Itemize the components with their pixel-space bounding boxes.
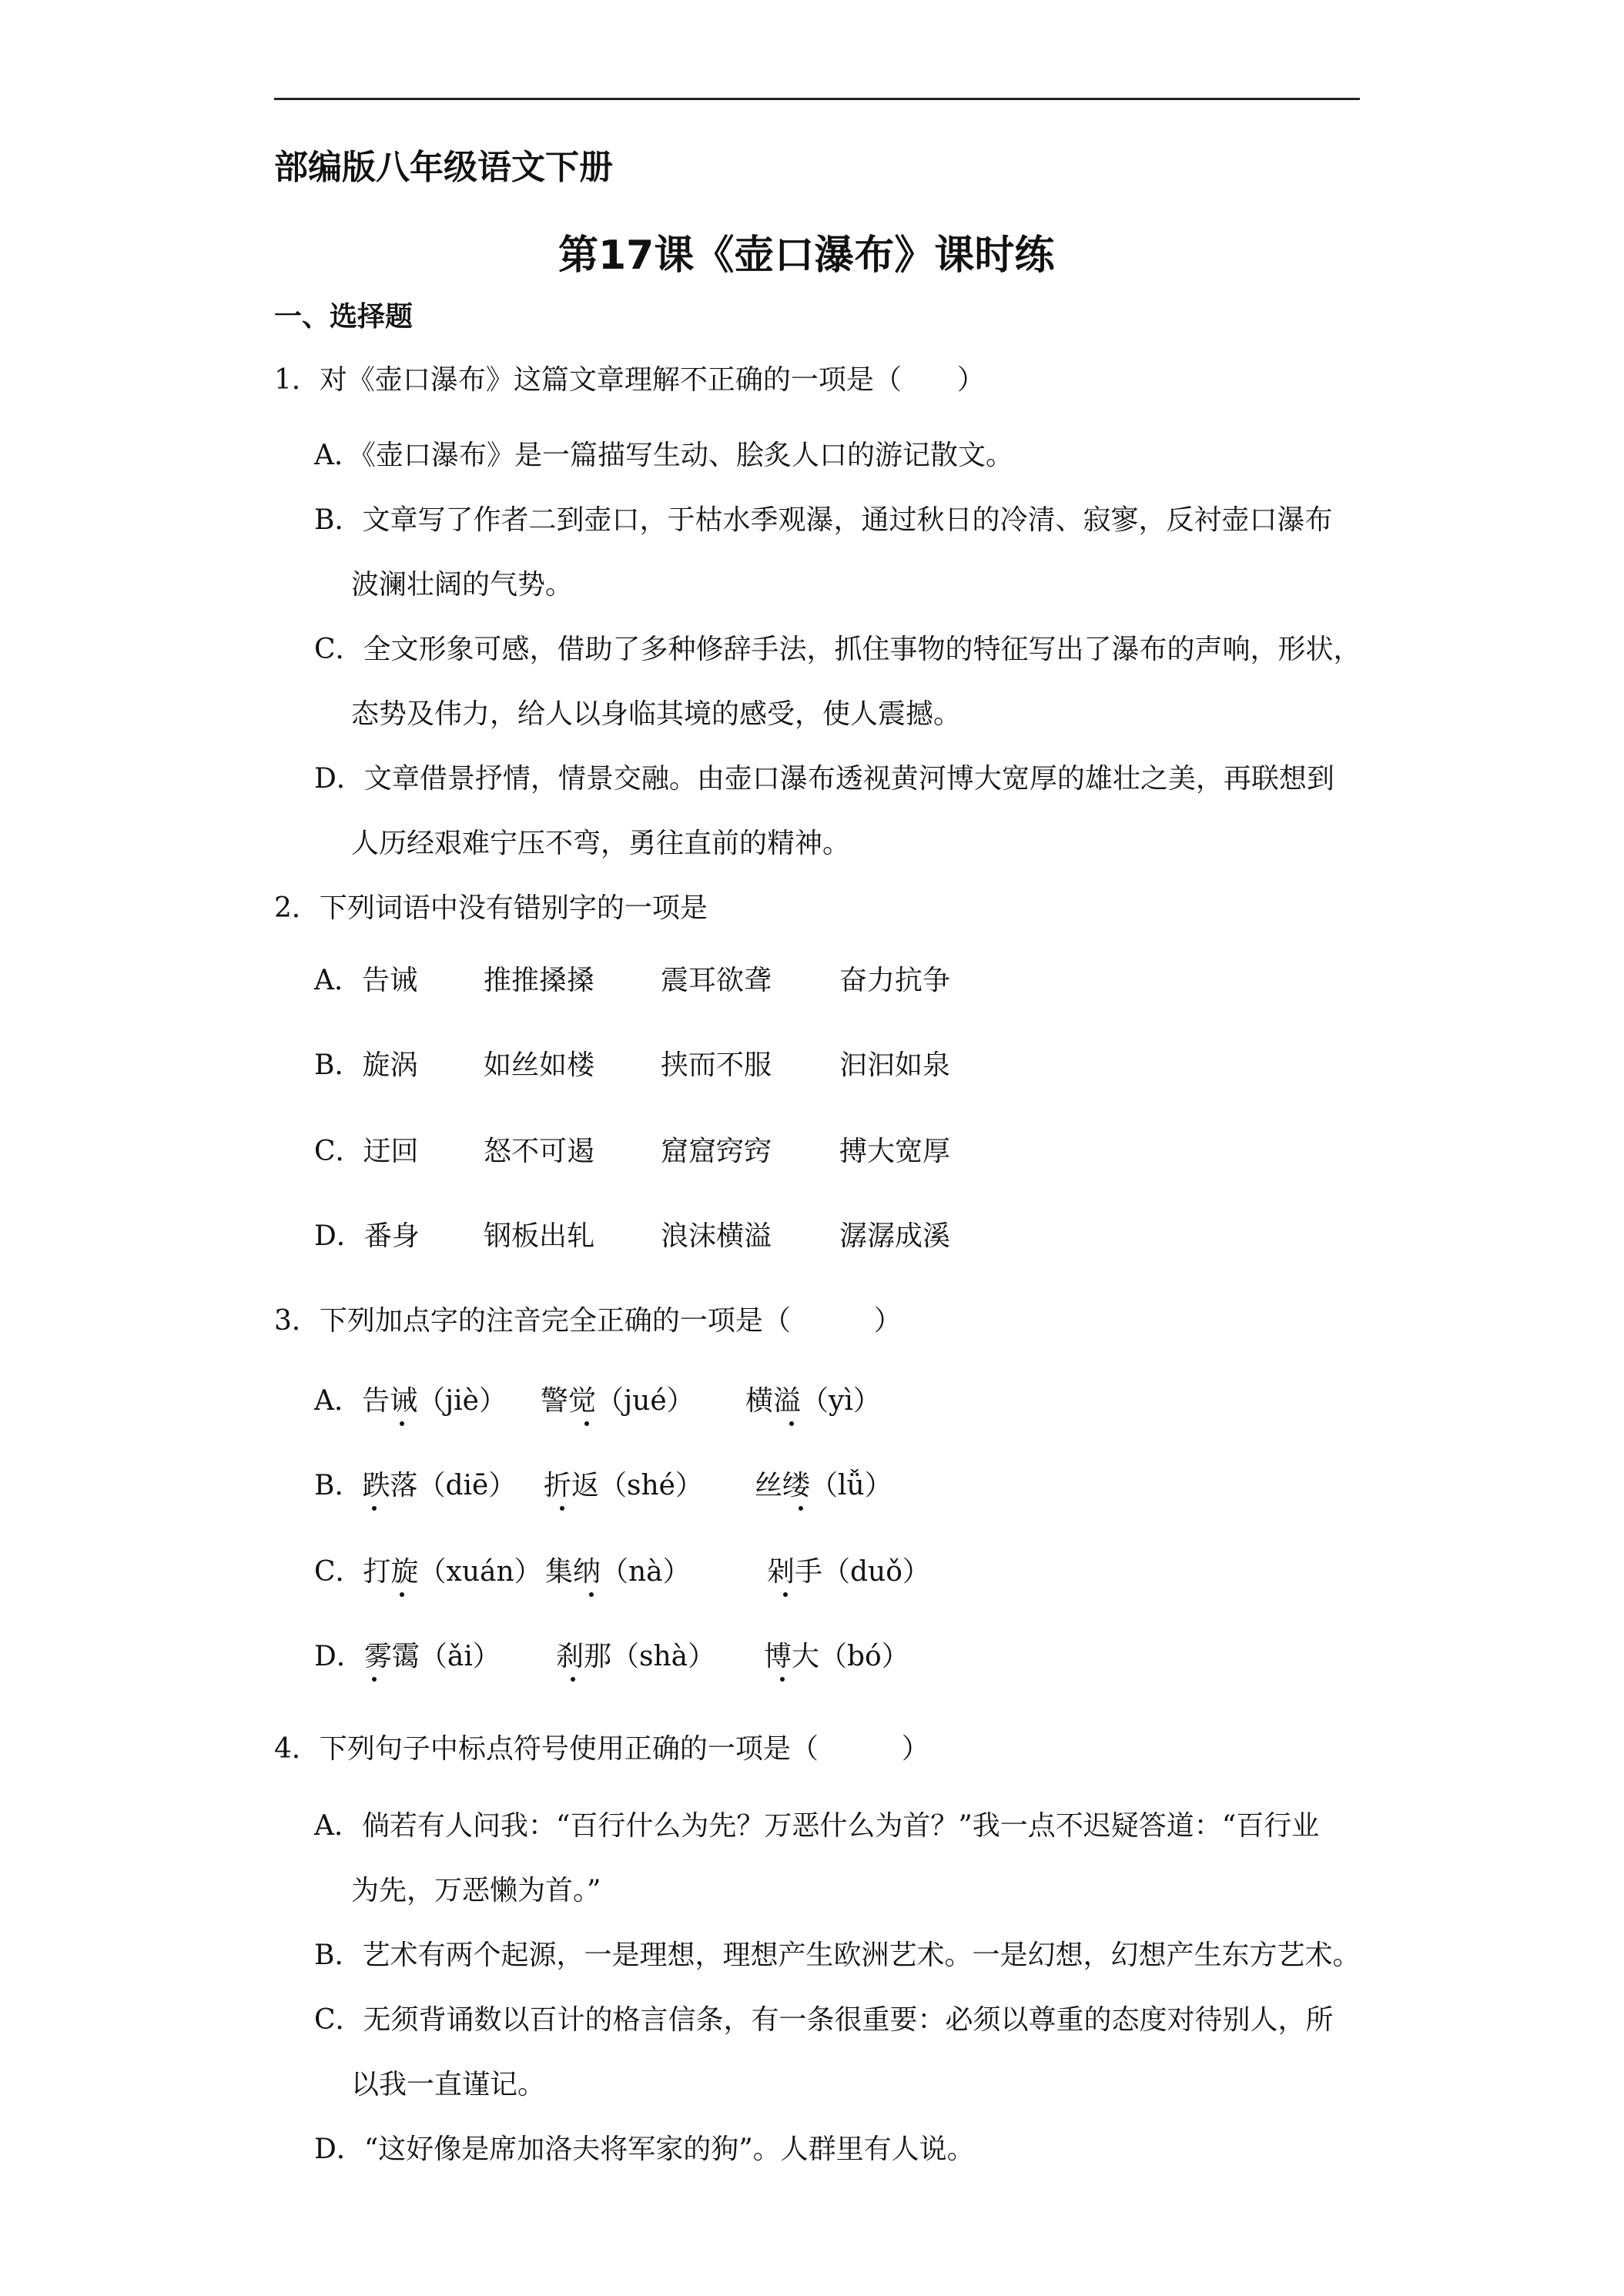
q3-item: 丝缕（lǚ） bbox=[755, 1470, 892, 1501]
q2-option-label: B．旋涡 bbox=[314, 1049, 418, 1081]
q2-word: 搏大宽厚 bbox=[839, 1136, 951, 1167]
emphasis-dot bbox=[783, 1592, 788, 1597]
header-rule bbox=[274, 98, 1360, 100]
q1-option-c: C．全文形象可感，借助了多种修辞手法，抓住事物的特征写出了瀑布的声响，形状， bbox=[314, 634, 1361, 665]
series-title: 部编版八年级语文下册 bbox=[274, 148, 613, 187]
q2-word: 如丝如楼 bbox=[484, 1049, 595, 1081]
emphasis-dot bbox=[789, 1421, 794, 1426]
emphasis-dot bbox=[400, 1592, 404, 1597]
q1-option-b-cont: 波澜壮阔的气势。 bbox=[351, 569, 574, 601]
emphasis-dot bbox=[780, 1677, 785, 1682]
q3-item: D．雾霭（ǎi） bbox=[314, 1641, 501, 1672]
q2-word: 钢板出轧 bbox=[484, 1220, 595, 1252]
emphasis-dot bbox=[372, 1506, 377, 1511]
emphasis-dot bbox=[799, 1506, 803, 1511]
q2-word: 挟而不服 bbox=[661, 1049, 772, 1081]
page-title: 第17课《壶口瀑布》课时练 bbox=[558, 233, 1055, 279]
q3-item: 博大（bó） bbox=[764, 1641, 909, 1672]
q2-word: 震耳欲聋 bbox=[661, 965, 772, 996]
q3-item: 集纳（nà） bbox=[545, 1556, 691, 1588]
q1-option-d-cont: 人历经艰难宁压不弯，勇往直前的精神。 bbox=[351, 828, 851, 859]
emphasis-dot bbox=[400, 1421, 404, 1426]
q1-stem: 1．对《壶口瀑布》这篇文章理解不正确的一项是（ ） bbox=[274, 364, 985, 396]
q3-item: A．告诫（jiè） bbox=[314, 1385, 507, 1417]
q1-option-d: D．文章借景抒情，情景交融。由壶口瀑布透视黄河博大宽厚的雄壮之美，再联想到 bbox=[314, 763, 1334, 795]
q2-option-label: A．告诫 bbox=[314, 965, 417, 996]
q4-option-c-cont: 以我一直谨记。 bbox=[351, 2069, 546, 2100]
q3-item: 刹那（shà） bbox=[556, 1641, 716, 1672]
q1-option-a: A．《壶口瀑布》是一篇描写生动、脍炙人口的游记散文。 bbox=[314, 440, 1013, 471]
q2-word: 窟窟窍窍 bbox=[661, 1136, 772, 1167]
q2-word: 汩汩如泉 bbox=[839, 1049, 951, 1081]
q3-item: 警觉（jué） bbox=[541, 1385, 695, 1417]
emphasis-dot bbox=[372, 1677, 377, 1682]
emphasis-dot bbox=[560, 1506, 564, 1511]
q3-item: 折返（shé） bbox=[544, 1470, 703, 1501]
q3-item: B．跌落（diē） bbox=[314, 1470, 517, 1501]
q2-word: 怒不可遏 bbox=[484, 1136, 595, 1167]
q2-word: 奋力抗争 bbox=[839, 965, 951, 996]
q1-option-c-cont: 态势及伟力，给人以身临其境的感受，使人震撼。 bbox=[351, 698, 962, 730]
q3-item: 横溢（yì） bbox=[745, 1385, 881, 1417]
q3-stem: 3．下列加点字的注音完全正确的一项是（ ） bbox=[274, 1305, 902, 1337]
q4-stem: 4．下列句子中标点符号使用正确的一项是（ ） bbox=[274, 1733, 929, 1765]
q2-word: 推推搡搡 bbox=[484, 965, 595, 996]
emphasis-dot bbox=[584, 1421, 589, 1426]
section-heading: 一、选择题 bbox=[274, 301, 414, 333]
q2-word: 浪沫横溢 bbox=[661, 1220, 772, 1252]
q2-word: 潺潺成溪 bbox=[839, 1220, 951, 1252]
q1-option-b: B．文章写了作者二到壶口，于枯水季观瀑，通过秋日的冷清、寂寥，反衬壶口瀑布 bbox=[314, 504, 1333, 536]
emphasis-dot bbox=[589, 1592, 594, 1597]
q4-option-a: A．倘若有人问我：“百行什么为先？万恶什么为首？”我一点不迟疑答道：“百行业 bbox=[314, 1810, 1320, 1842]
q2-stem: 2．下列词语中没有错别字的一项是 bbox=[274, 892, 708, 924]
q4-option-a-cont: 为先，万恶懒为首。” bbox=[351, 1875, 601, 1906]
q4-option-d: D．“这好像是席加洛夫将军家的狗”。人群里有人说。 bbox=[314, 2134, 975, 2165]
q3-item: C．打旋（xuán） bbox=[314, 1556, 542, 1588]
q4-option-b: B．艺术有两个起源，一是理想，理想产生欧洲艺术。一是幻想，幻想产生东方艺术。 bbox=[314, 1940, 1361, 1971]
q4-option-c: C．无须背诵数以百计的格言信条，有一条很重要：必须以尊重的态度对待别人，所 bbox=[314, 2004, 1334, 2036]
q2-option-label: C．迂回 bbox=[314, 1136, 419, 1167]
q3-item: 剁手（duǒ） bbox=[767, 1556, 930, 1588]
emphasis-dot bbox=[571, 1677, 575, 1682]
q2-option-label: D．番身 bbox=[314, 1220, 420, 1252]
